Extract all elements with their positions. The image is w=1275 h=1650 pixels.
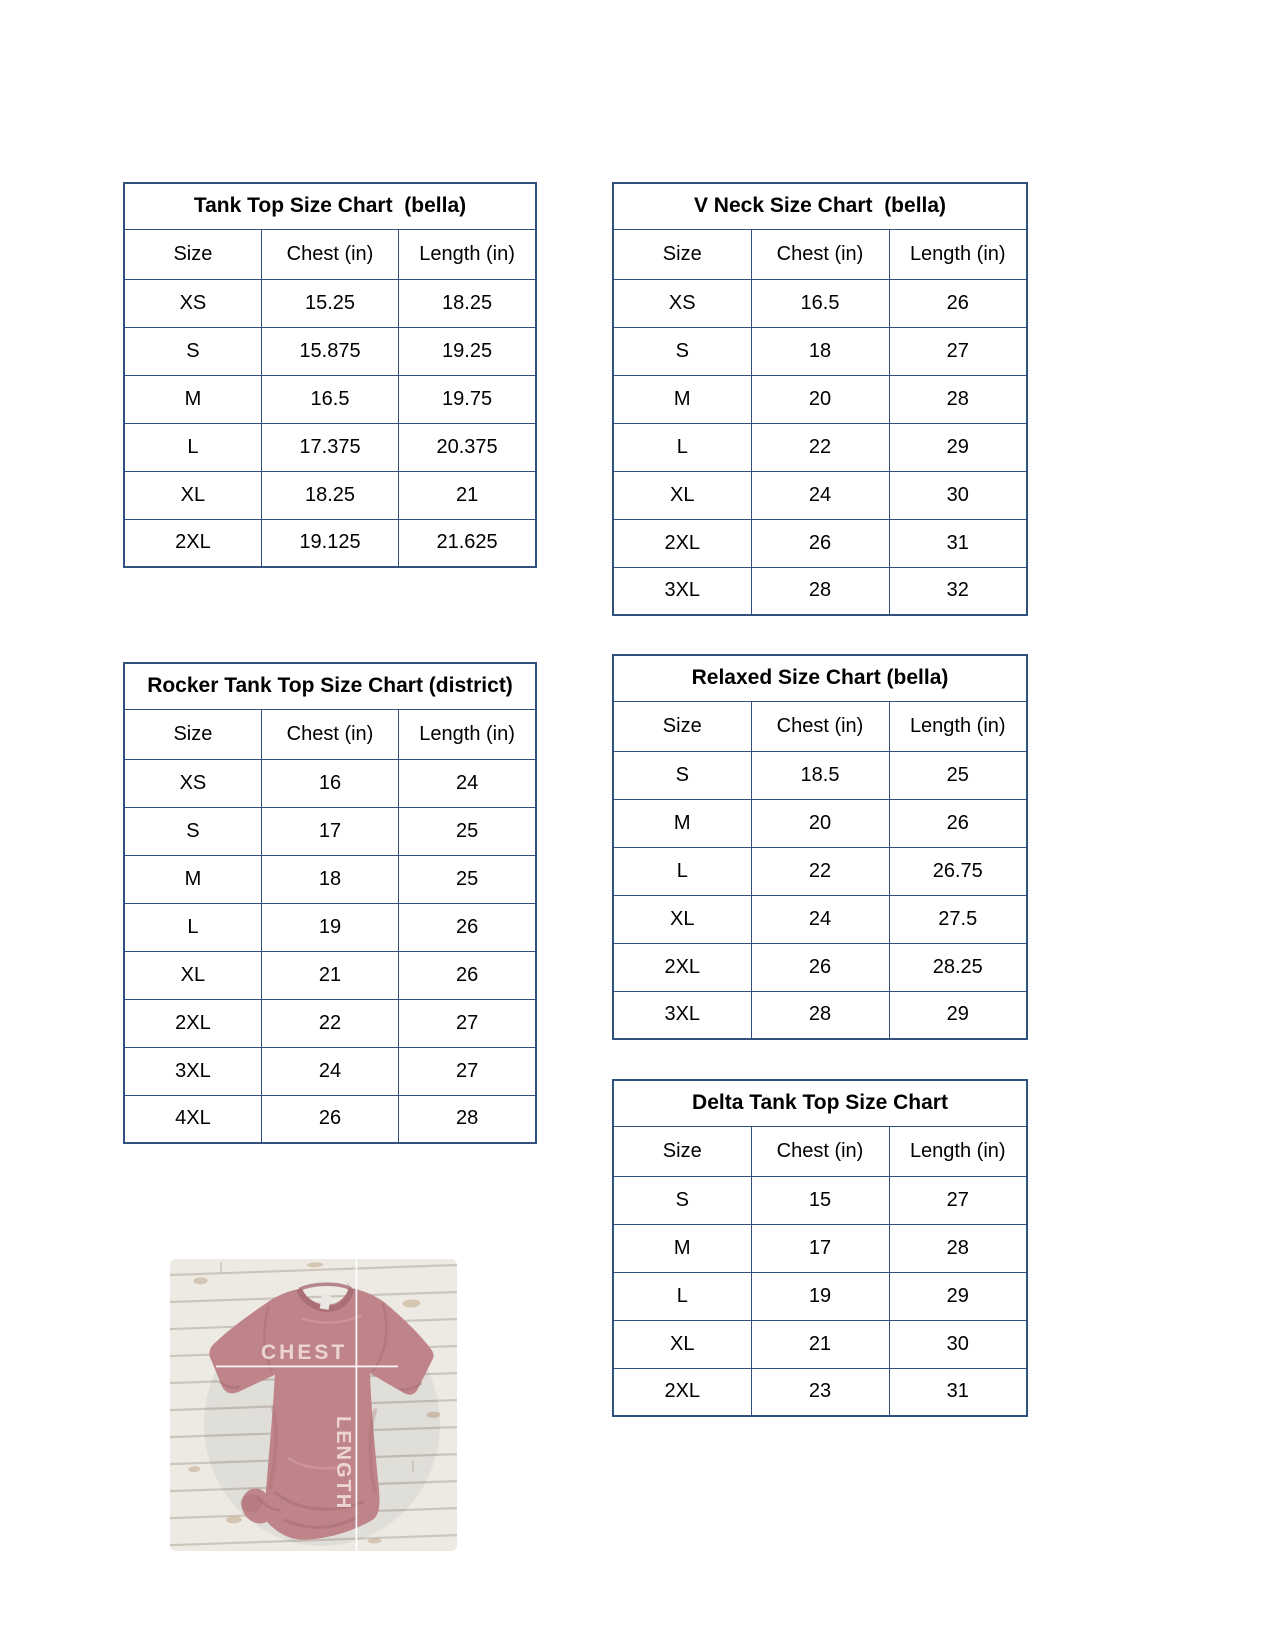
table-cell: L (124, 423, 261, 471)
column-header: Length (in) (889, 229, 1027, 279)
table-cell: 2XL (124, 999, 261, 1047)
column-header: Chest (in) (751, 1126, 889, 1176)
table-cell: 32 (889, 567, 1027, 615)
table-row (613, 1176, 1027, 1224)
table-cell: S (124, 327, 261, 375)
table-cell: 30 (889, 1320, 1027, 1368)
column-header: Size (613, 701, 751, 751)
tank-top-size-chart (123, 182, 537, 568)
table-cell: 29 (889, 1272, 1027, 1320)
table-row (613, 847, 1027, 895)
table-cell: M (124, 855, 261, 903)
table-cell: 28 (399, 1095, 536, 1143)
table-cell: 18 (261, 855, 398, 903)
table-cell: 26 (751, 519, 889, 567)
table-row (124, 1047, 536, 1095)
table-cell: 15.875 (261, 327, 398, 375)
table-row (124, 375, 536, 423)
table-cell: 27 (889, 1176, 1027, 1224)
table-row (613, 279, 1027, 327)
table-cell: 2XL (124, 519, 261, 567)
table-cell: M (613, 799, 751, 847)
table-row (613, 375, 1027, 423)
table-cell: 18.25 (261, 471, 398, 519)
delta-tank-top-size-chart-header-row (613, 1126, 1027, 1176)
column-header: Chest (in) (261, 229, 398, 279)
table-row (613, 1368, 1027, 1416)
delta-tank-top-size-chart (612, 1079, 1028, 1417)
table-cell: 28 (889, 375, 1027, 423)
table-cell: 25 (889, 751, 1027, 799)
table-cell: M (613, 1224, 751, 1272)
chest-label: CHEST (261, 1341, 348, 1364)
table-row (613, 1320, 1027, 1368)
v-neck-size-chart (612, 182, 1028, 616)
rocker-tank-top-size-chart (123, 662, 537, 1144)
table-row (124, 807, 536, 855)
table-row (613, 895, 1027, 943)
table-cell: 19 (261, 903, 398, 951)
column-header: Length (in) (399, 709, 536, 759)
table-row (613, 1224, 1027, 1272)
length-label: LENGTH (332, 1416, 354, 1511)
table-row (613, 1272, 1027, 1320)
v-neck-size-chart-header-row (613, 229, 1027, 279)
column-header: Length (in) (889, 1126, 1027, 1176)
table-row (613, 991, 1027, 1039)
table-row (124, 759, 536, 807)
table-cell: 19 (751, 1272, 889, 1320)
right-column (612, 182, 1028, 1417)
table-cell: 19.125 (261, 519, 398, 567)
table-row (613, 471, 1027, 519)
column-header: Size (613, 1126, 751, 1176)
chest-line (216, 1366, 398, 1368)
column-header: Chest (in) (751, 701, 889, 751)
table-cell: 27 (399, 999, 536, 1047)
length-line (356, 1259, 358, 1551)
table-row (613, 567, 1027, 615)
table-cell: 2XL (613, 1368, 751, 1416)
table-row (613, 519, 1027, 567)
table-cell: 3XL (613, 567, 751, 615)
table-cell: 26 (751, 943, 889, 991)
column-header: Size (613, 229, 751, 279)
table-cell: L (124, 903, 261, 951)
tank-top-size-chart-title: Tank Top Size Chart (bella) (124, 183, 536, 229)
relaxed-size-chart (612, 654, 1028, 1040)
table-cell: 21 (261, 951, 398, 999)
table-cell: 26.75 (889, 847, 1027, 895)
table-cell: M (613, 375, 751, 423)
table-cell: 24 (261, 1047, 398, 1095)
table-row (613, 751, 1027, 799)
table-cell: L (613, 847, 751, 895)
table-cell: 28.25 (889, 943, 1027, 991)
table-cell: XS (613, 279, 751, 327)
table-cell: 31 (889, 1368, 1027, 1416)
table-cell: 22 (751, 423, 889, 471)
table-row (124, 471, 536, 519)
relaxed-size-chart-title: Relaxed Size Chart (bella) (613, 655, 1027, 701)
table-cell: 26 (889, 279, 1027, 327)
table-cell: 26 (399, 903, 536, 951)
table-cell: 19.75 (399, 375, 536, 423)
table-cell: L (613, 423, 751, 471)
table-cell: L (613, 1272, 751, 1320)
table-cell: 15 (751, 1176, 889, 1224)
table-cell: 16 (261, 759, 398, 807)
table-cell: 25 (399, 807, 536, 855)
tank-top-size-chart-header-row (124, 229, 536, 279)
table-cell: S (613, 327, 751, 375)
rocker-tank-top-size-chart-title: Rocker Tank Top Size Chart (district) (124, 663, 536, 709)
table-cell: 31 (889, 519, 1027, 567)
table-cell: 17 (751, 1224, 889, 1272)
table-cell: 17 (261, 807, 398, 855)
table-cell: 22 (261, 999, 398, 1047)
table-row (124, 519, 536, 567)
table-cell: 27 (889, 327, 1027, 375)
table-cell: 25 (399, 855, 536, 903)
column-header: Length (in) (889, 701, 1027, 751)
table-row (613, 943, 1027, 991)
table-cell: XL (124, 951, 261, 999)
table-cell: XL (124, 471, 261, 519)
table-cell: 19.25 (399, 327, 536, 375)
table-cell: 22 (751, 847, 889, 895)
table-row (124, 1095, 536, 1143)
table-row (613, 327, 1027, 375)
left-column (123, 182, 537, 1551)
table-cell: 28 (751, 567, 889, 615)
table-cell: 17.375 (261, 423, 398, 471)
table-cell: 24 (751, 895, 889, 943)
delta-tank-top-size-chart-title: Delta Tank Top Size Chart (613, 1080, 1027, 1126)
table-cell: 21 (399, 471, 536, 519)
table-cell: 3XL (613, 991, 751, 1039)
table-cell: 20 (751, 375, 889, 423)
table-cell: 27.5 (889, 895, 1027, 943)
table-cell: 2XL (613, 519, 751, 567)
table-cell: XS (124, 279, 261, 327)
table-cell: 20 (751, 799, 889, 847)
table-row (124, 327, 536, 375)
table-cell: 3XL (124, 1047, 261, 1095)
column-header: Length (in) (399, 229, 536, 279)
table-cell: XL (613, 895, 751, 943)
table-cell: 18 (751, 327, 889, 375)
v-neck-size-chart-title: V Neck Size Chart (bella) (613, 183, 1027, 229)
table-cell: 26 (399, 951, 536, 999)
table-cell: 20.375 (399, 423, 536, 471)
column-header: Chest (in) (751, 229, 889, 279)
table-cell: 15.25 (261, 279, 398, 327)
table-cell: S (613, 1176, 751, 1224)
column-header: Size (124, 709, 261, 759)
table-cell: 29 (889, 423, 1027, 471)
table-cell: 16.5 (261, 375, 398, 423)
table-cell: 18.25 (399, 279, 536, 327)
table-cell: 24 (399, 759, 536, 807)
table-cell: XS (124, 759, 261, 807)
table-cell: XL (613, 1320, 751, 1368)
table-cell: 29 (889, 991, 1027, 1039)
table-row (613, 423, 1027, 471)
column-header: Size (124, 229, 261, 279)
table-cell: S (124, 807, 261, 855)
table-cell: M (124, 375, 261, 423)
table-row (613, 799, 1027, 847)
table-row (124, 951, 536, 999)
table-cell: 21 (751, 1320, 889, 1368)
table-cell: 4XL (124, 1095, 261, 1143)
table-cell: XL (613, 471, 751, 519)
table-cell: 27 (399, 1047, 536, 1095)
table-cell: 28 (751, 991, 889, 1039)
table-row (124, 903, 536, 951)
table-cell: 28 (889, 1224, 1027, 1272)
table-cell: 30 (889, 471, 1027, 519)
table-cell: 2XL (613, 943, 751, 991)
table-cell: S (613, 751, 751, 799)
rocker-tank-top-size-chart-header-row (124, 709, 536, 759)
table-cell: 26 (889, 799, 1027, 847)
table-row (124, 855, 536, 903)
shirt-measurement-graphic (170, 1259, 457, 1551)
table-row (124, 279, 536, 327)
table-cell: 16.5 (751, 279, 889, 327)
table-cell: 26 (261, 1095, 398, 1143)
shirt-measurement-photo (170, 1259, 457, 1551)
table-cell: 18.5 (751, 751, 889, 799)
table-row (124, 999, 536, 1047)
table-cell: 21.625 (399, 519, 536, 567)
table-cell: 24 (751, 471, 889, 519)
table-cell: 23 (751, 1368, 889, 1416)
column-header: Chest (in) (261, 709, 398, 759)
table-row (124, 423, 536, 471)
relaxed-size-chart-header-row (613, 701, 1027, 751)
